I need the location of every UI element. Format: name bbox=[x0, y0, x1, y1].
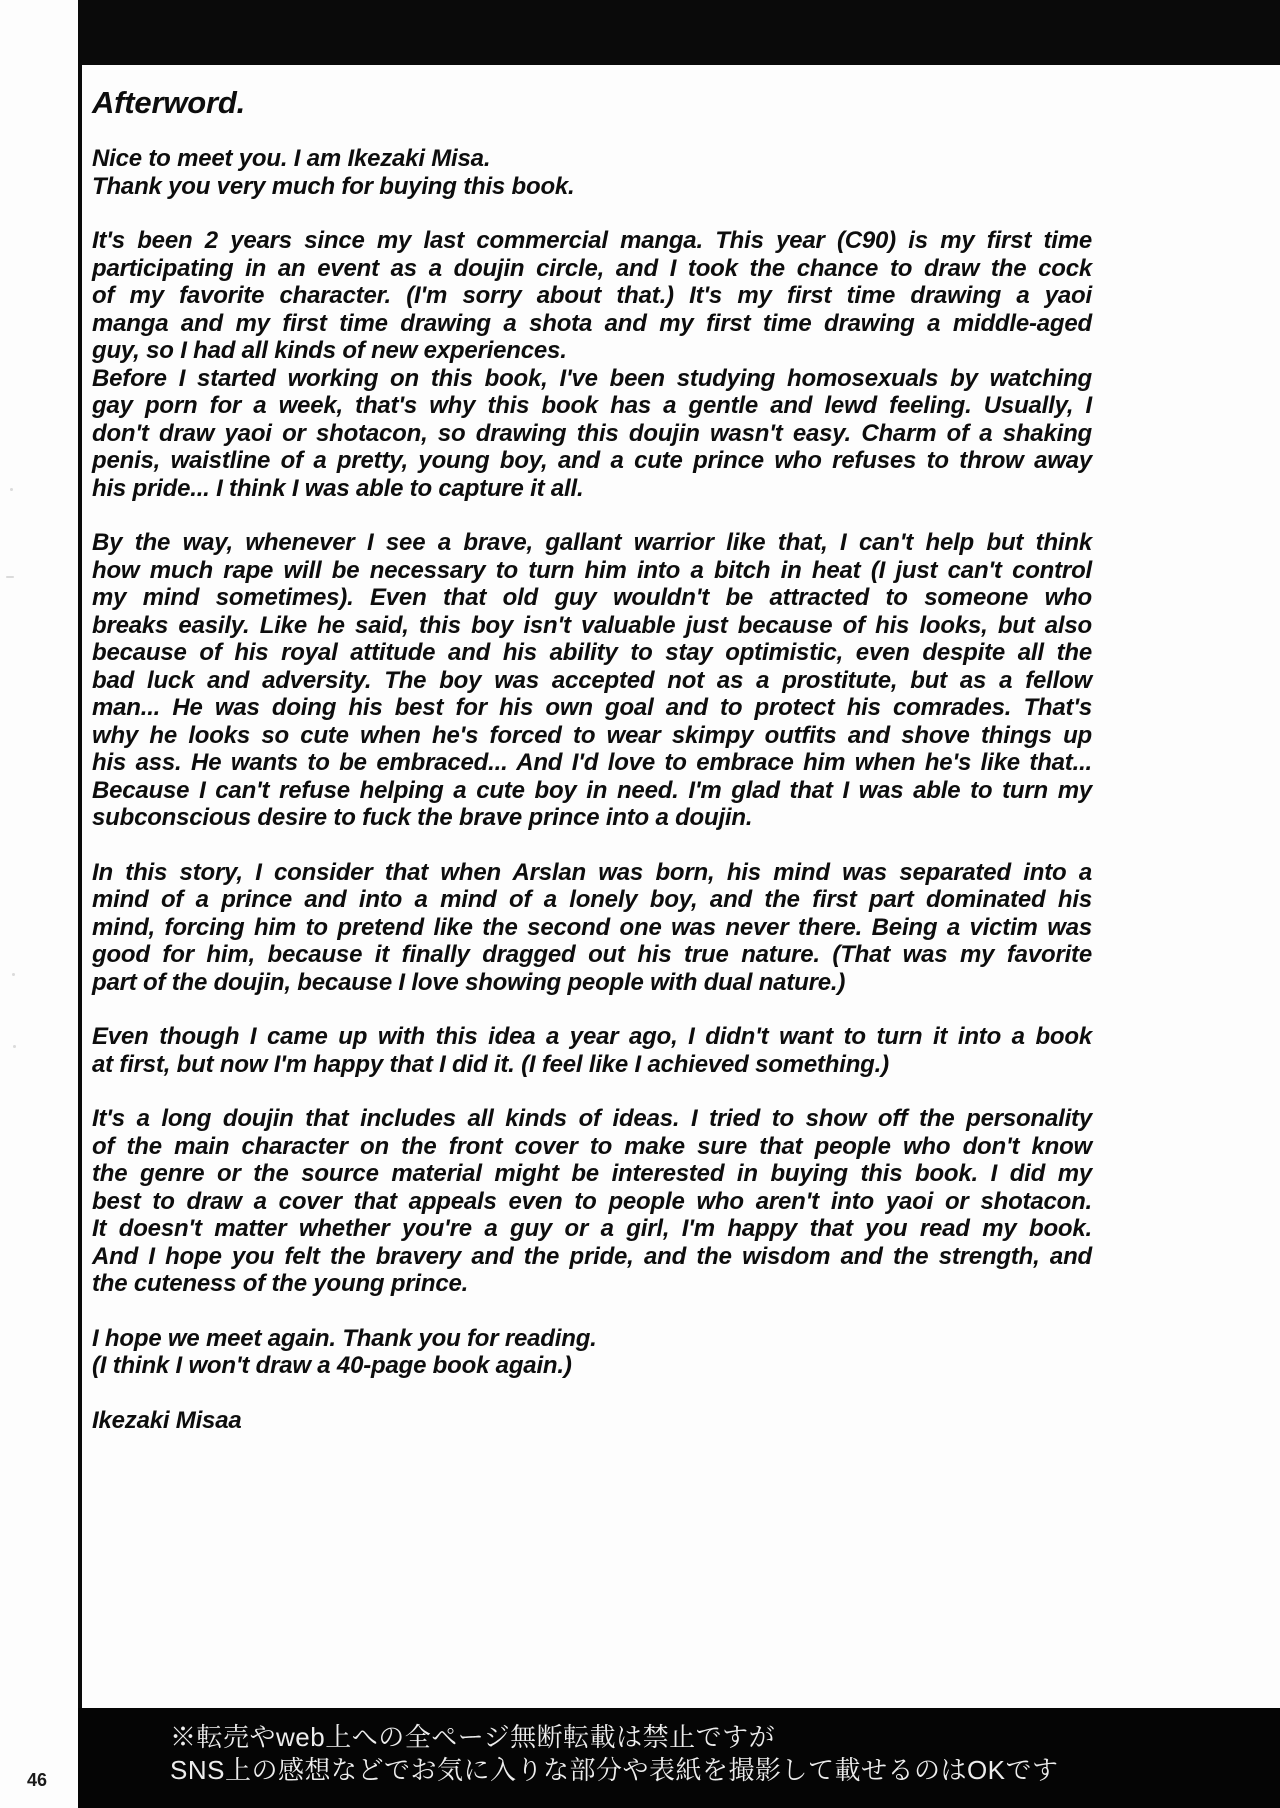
text-line: subconscious desire to fuck the brave prince into a doujin. bbox=[92, 804, 753, 831]
paragraph bbox=[92, 227, 1092, 502]
text-line: because of his royal attitude and his ability to stay optimistic, even despite all the bbox=[92, 639, 1092, 666]
paragraph bbox=[92, 529, 1092, 832]
text-line: best to draw a cover that appeals even to people who aren't into yaoi or shotacon. bbox=[92, 1187, 1092, 1215]
paragraph bbox=[92, 859, 1092, 997]
scan-artifact bbox=[10, 488, 13, 491]
text-line: manga and my first time drawing a shota and my first time drawing a middle-aged bbox=[92, 309, 1092, 337]
text-line: why he looks so cute when he's forced to wear skimpy outfits and shove things up bbox=[92, 721, 1092, 749]
text-line: of my favorite character. (I'm sorry about that.) It's my first time drawing a yaoi bbox=[92, 282, 1092, 309]
text-line: at first, but now I'm happy that I did it. (I feel like I achieved something.) bbox=[92, 1050, 889, 1078]
text-line: Thank you very much for buying this book. bbox=[92, 172, 575, 200]
text-line: my mind sometimes). Even that old guy wouldn't be attracted to someone who bbox=[92, 584, 1092, 611]
text-line: gay porn for a week, that's why this book has a gentle and lewd feeling. Usually, I bbox=[92, 392, 1092, 419]
afterword-heading: Afterword. bbox=[92, 85, 246, 120]
text-line: In this story, I consider that when Arslan was born, his mind was separated into a bbox=[92, 858, 1092, 886]
text-line: (I think I won't draw a 40-page book again.) bbox=[92, 1352, 572, 1379]
text-line: It doesn't matter whether you're a guy or a girl, I'm happy that you read my book. bbox=[92, 1215, 1092, 1242]
text-line: I hope we meet again. Thank you for reading. bbox=[92, 1324, 597, 1352]
scan-artifact bbox=[12, 973, 15, 976]
paragraph bbox=[92, 1407, 1092, 1435]
text-line: mind of a prince and into a mind of a lonely boy, and the first part dominated his bbox=[92, 886, 1092, 913]
paragraph bbox=[92, 1023, 1092, 1078]
page-number: 46 bbox=[27, 1770, 48, 1790]
text-line: It's a long doujin that includes all kinds of ideas. I tried to show off the personality bbox=[92, 1105, 1092, 1132]
paragraph bbox=[92, 1325, 1092, 1380]
text-line: don't draw yaoi or shotacon, so drawing this doujin wasn't easy. Charm of a shaking bbox=[92, 419, 1092, 447]
paragraph bbox=[92, 1105, 1092, 1298]
afterword-text-column bbox=[92, 85, 1092, 1434]
afterword-body bbox=[92, 145, 1092, 1434]
text-line: part of the doujin, because I love showing people with dual nature.) bbox=[92, 968, 846, 996]
text-line: his pride... I think I was able to capture it all. bbox=[92, 474, 584, 502]
text-line: the cuteness of the young prince. bbox=[92, 1270, 469, 1297]
text-line: Ikezaki Misaa bbox=[92, 1406, 242, 1434]
text-line: mind, forcing him to pretend like the second one was never there. Being a victim was bbox=[92, 913, 1092, 941]
text-line: good for him, because it finally dragged out his true nature. (That was my favorite bbox=[92, 941, 1092, 968]
text-line: breaks easily. Like he said, this boy isn't valuable just because of his looks, but also bbox=[92, 611, 1092, 639]
paragraph bbox=[92, 145, 1092, 200]
footer-notice-line-2: SNS上の感想などでお気に入りな部分や表紙を撮影して載せるのはOKです bbox=[170, 1755, 1059, 1785]
text-line: Even though I came up with this idea a year ago, I didn't want to turn it into a book bbox=[92, 1023, 1092, 1050]
text-line: his ass. He wants to be embraced... And I'd love to embrace him when he's like that... bbox=[92, 749, 1092, 776]
footer-notice-line-1: ※転売やweb上への全ページ無断転載は禁止ですが bbox=[170, 1722, 776, 1752]
text-line: man... He was doing his best for his own goal and to protect his comrades. That's bbox=[92, 694, 1092, 721]
text-line: how much rape will be necessary to turn him into a bitch in heat (I just can't control bbox=[92, 556, 1092, 584]
text-line: the genre or the source material might be interested in buying this book. I did my bbox=[92, 1160, 1092, 1187]
left-border-line bbox=[78, 0, 82, 1808]
text-line: penis, waistline of a pretty, young boy, and a cute prince who refuses to throw away bbox=[92, 447, 1092, 474]
text-line: Before I started working on this book, I've been studying homosexuals by watching bbox=[92, 364, 1092, 392]
text-line: Nice to meet you. I am Ikezaki Misa. bbox=[92, 145, 491, 172]
text-line: of the main character on the front cover to make sure that people who don't know bbox=[92, 1132, 1092, 1160]
top-border-bar bbox=[78, 0, 1280, 65]
text-line: By the way, whenever I see a brave, gallant warrior like that, I can't help but think bbox=[92, 529, 1092, 556]
footer-bar bbox=[78, 1708, 1280, 1808]
text-line: participating in an event as a doujin circle, and I took the chance to draw the cock bbox=[92, 254, 1092, 282]
text-line: Because I can't refuse helping a cute boy in need. I'm glad that I was able to turn my bbox=[92, 776, 1092, 804]
scan-artifact bbox=[6, 576, 14, 578]
text-line: And I hope you felt the bravery and the pride, and the wisdom and the strength, and bbox=[92, 1242, 1092, 1270]
text-line: guy, so I had all kinds of new experiences. bbox=[92, 337, 567, 364]
text-line: bad luck and adversity. The boy was accepted not as a prostitute, but as a fellow bbox=[92, 666, 1092, 694]
text-line: It's been 2 years since my last commercial manga. This year (C90) is my first time bbox=[92, 227, 1092, 254]
scan-artifact bbox=[13, 1045, 16, 1048]
